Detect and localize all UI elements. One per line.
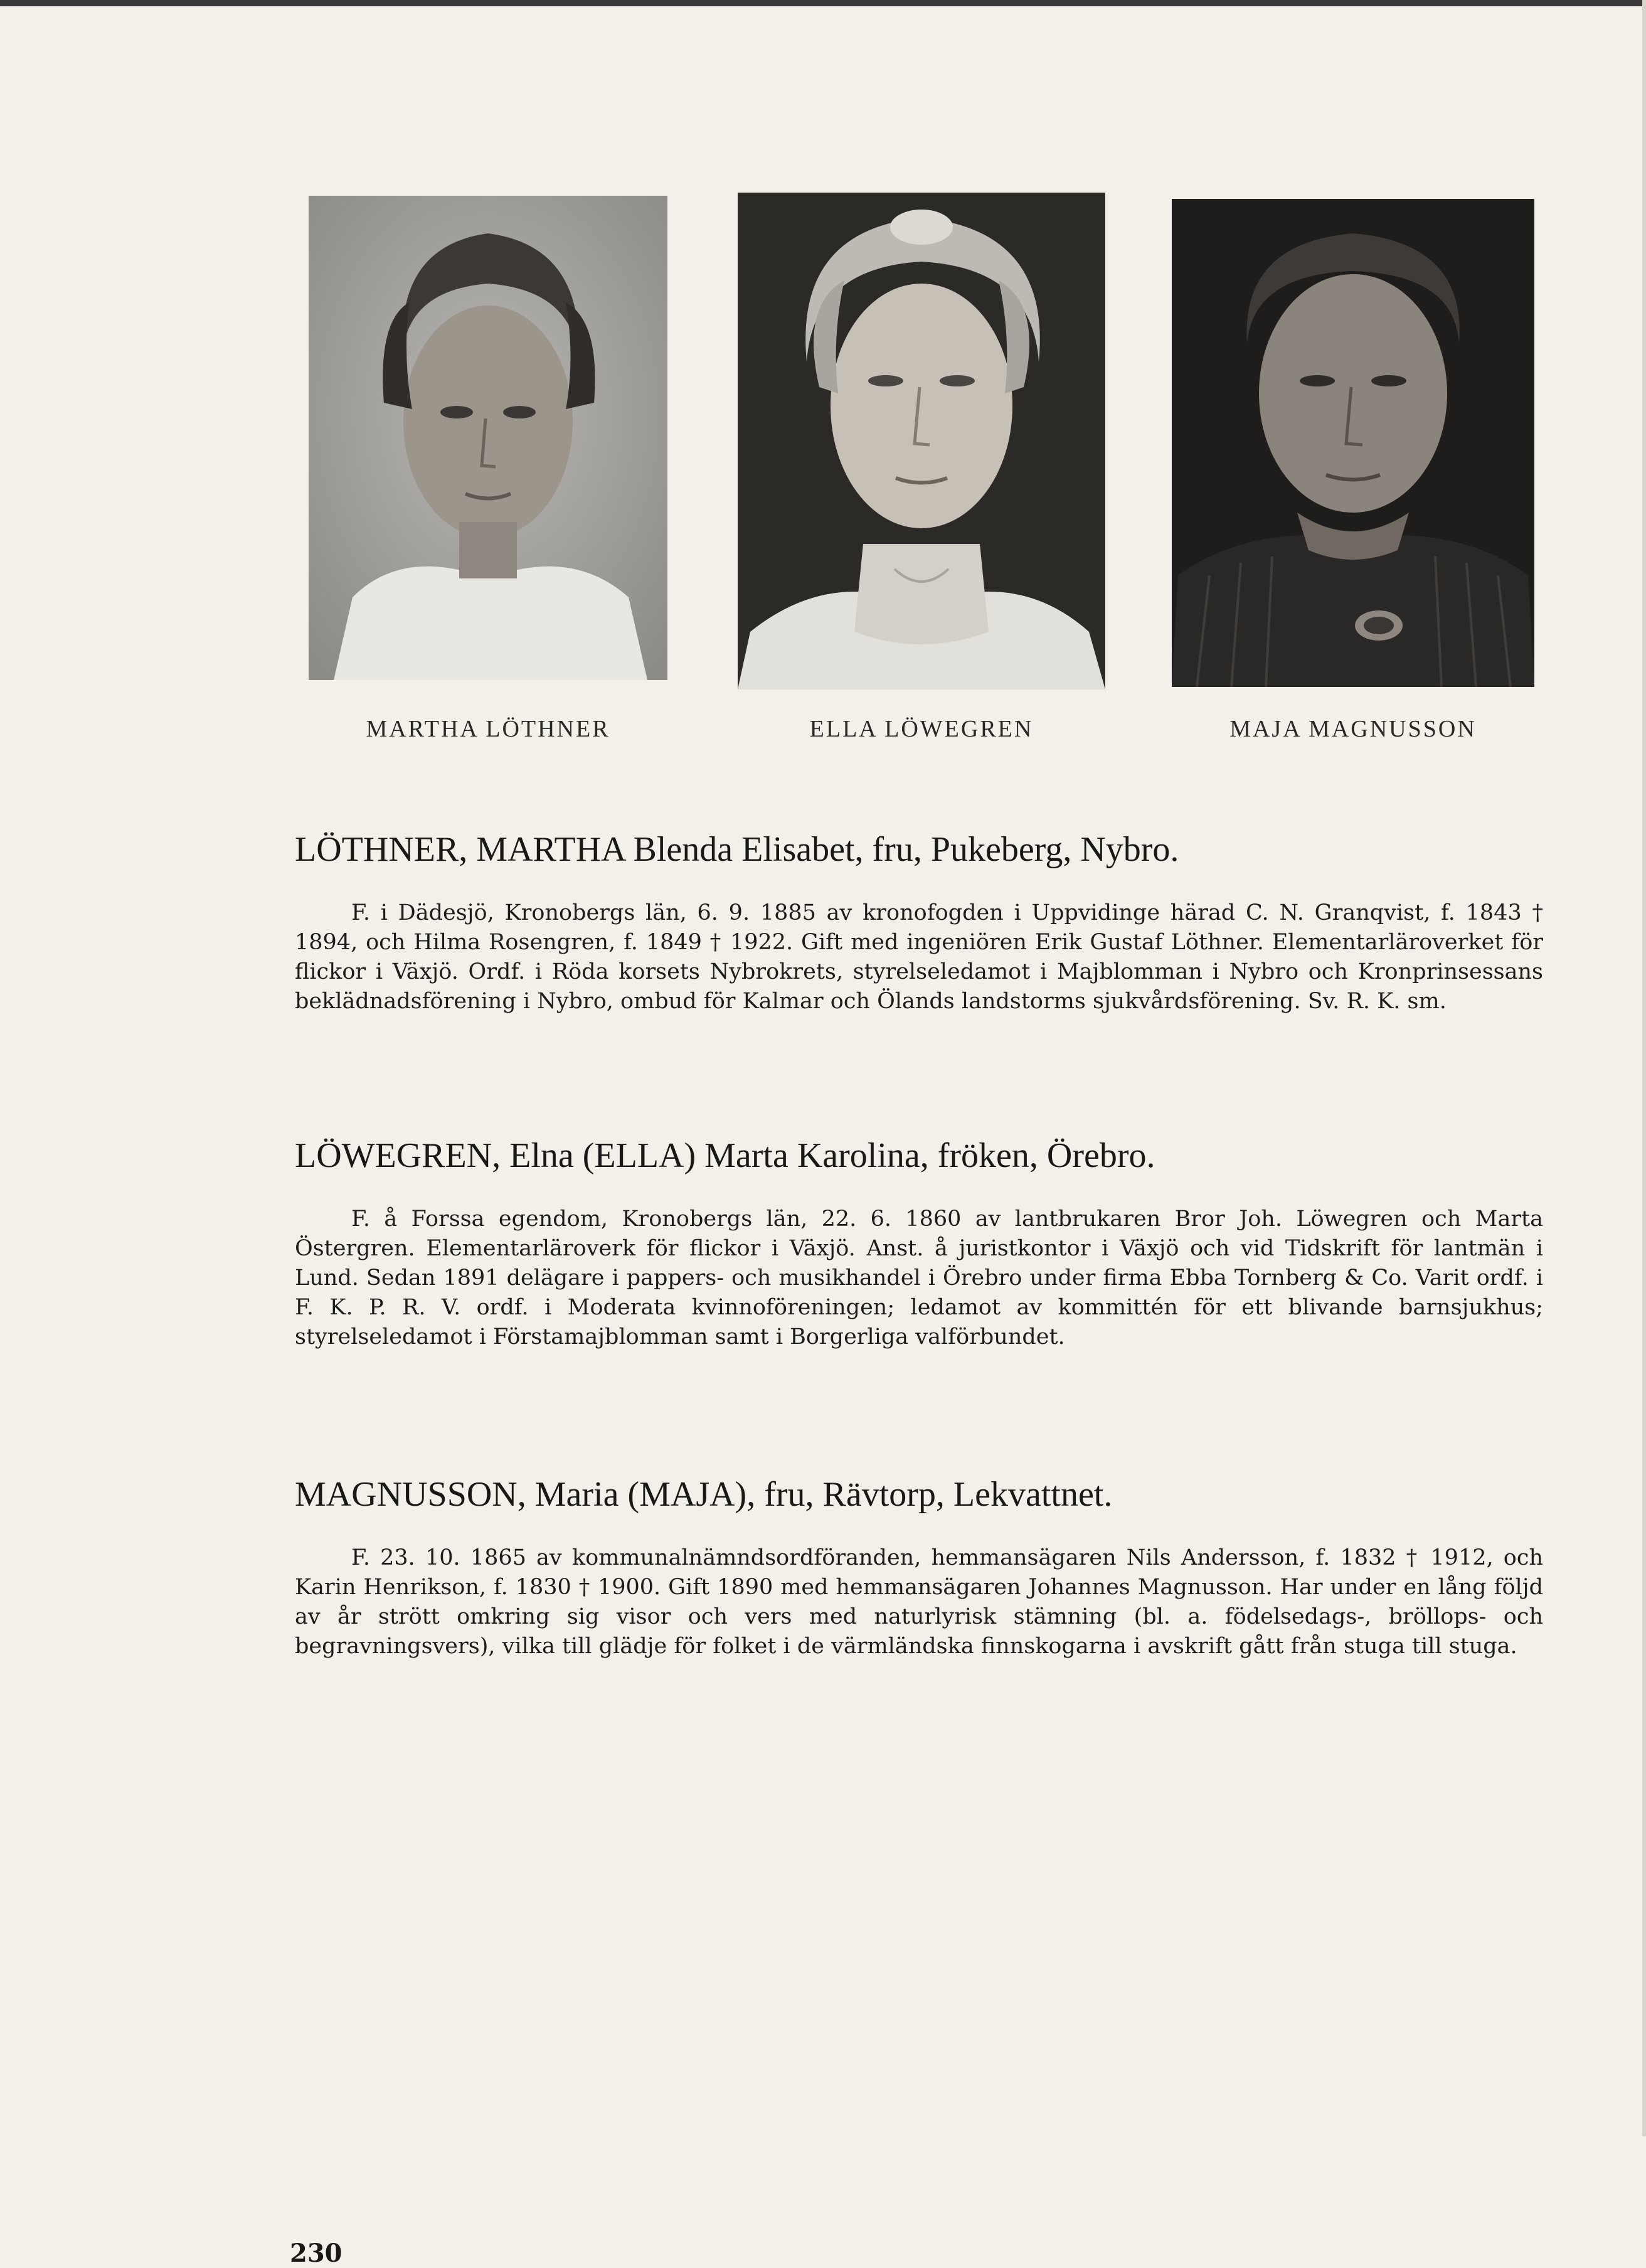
photo-caption: MARTHA LÖTHNER bbox=[366, 716, 610, 742]
biography-entry bbox=[295, 1136, 1543, 1352]
entry-body: F. å Forssa egendom, Kronobergs län, 22. 6. 1860 av lantbrukaren Bror Joh. Löwegren och Marta Östergren. Elementarläroverk för flickor i Växjö. Anst. å juristkontor i Växjö och vid Tidskrift för lantmän i Lund. Sedan 1891 delägare i pappers- och musikhandel i Örebro under firma Ebba Tornberg & Co. Varit ordf. i F. K. P. R. V. ordf. i Moderata kvinnoföreningen; ledamot av kommittén för ett blivande barnsjukhus; styrelseledamot i Förstamajblomman samt i Borgerliga valförbundet. bbox=[295, 1206, 1543, 1350]
portrait-photo-martha-lothner bbox=[309, 196, 667, 680]
photo-caption: MAJA MAGNUSSON bbox=[1229, 716, 1477, 742]
biography-entry bbox=[295, 1474, 1543, 1661]
photo-caption: ELLA LÖWEGREN bbox=[809, 716, 1034, 742]
page-top-edge bbox=[0, 0, 1646, 6]
entry-heading: MAGNUSSON, Maria (MAJA), fru, Rävtorp, Lekvattnet. bbox=[295, 1475, 1113, 1514]
entry-body: F. 23. 10. 1865 av kommunalnämndsordföranden, hemmansägaren Nils Andersson, f. 1832 † 1912, och Karin Henrikson, f. 1830 † 1900. Gift 1890 med hemmansägaren Johannes Magnusson. Har under en lång följd av år strött omkring sig visor och vers med naturlyrisk stämning (bl. a. födelsedags-, bröllops- och begravningsvers), vilka till glädje för folket i de värmländska finnskogarna i avskrift gått från stuga till stuga. bbox=[295, 1545, 1543, 1659]
page-number: 230 bbox=[290, 2239, 342, 2268]
page-right-edge bbox=[1642, 0, 1646, 2136]
entry-heading: LÖTHNER, MARTHA Blenda Elisabet, fru, Pukeberg, Nybro. bbox=[295, 830, 1179, 869]
biography-entry bbox=[295, 829, 1543, 1016]
portrait-photo-ella-lowegren bbox=[738, 193, 1105, 689]
entry-body: F. i Dädesjö, Kronobergs län, 6. 9. 1885 av kronofogden i Uppvidinge härad C. N. Granqvist, f. 1843 † 1894, och Hilma Rosengren, f. 1849 † 1922. Gift med ingeniören Erik Gustaf Löthner. Elementarläroverket för flickor i Växjö. Ordf. i Röda korsets Nybrokrets, styrelseledamot i Majblomman i Nybro och Kronprinsessans beklädnadsförening i Nybro, ombud för Kalmar och Ölands landstorms sjukvårdsförening. Sv. R. K. sm. bbox=[295, 900, 1543, 1014]
portrait-photo-maja-magnusson bbox=[1172, 199, 1534, 687]
entry-heading: LÖWEGREN, Elna (ELLA) Marta Karolina, fröken, Örebro. bbox=[295, 1136, 1155, 1175]
